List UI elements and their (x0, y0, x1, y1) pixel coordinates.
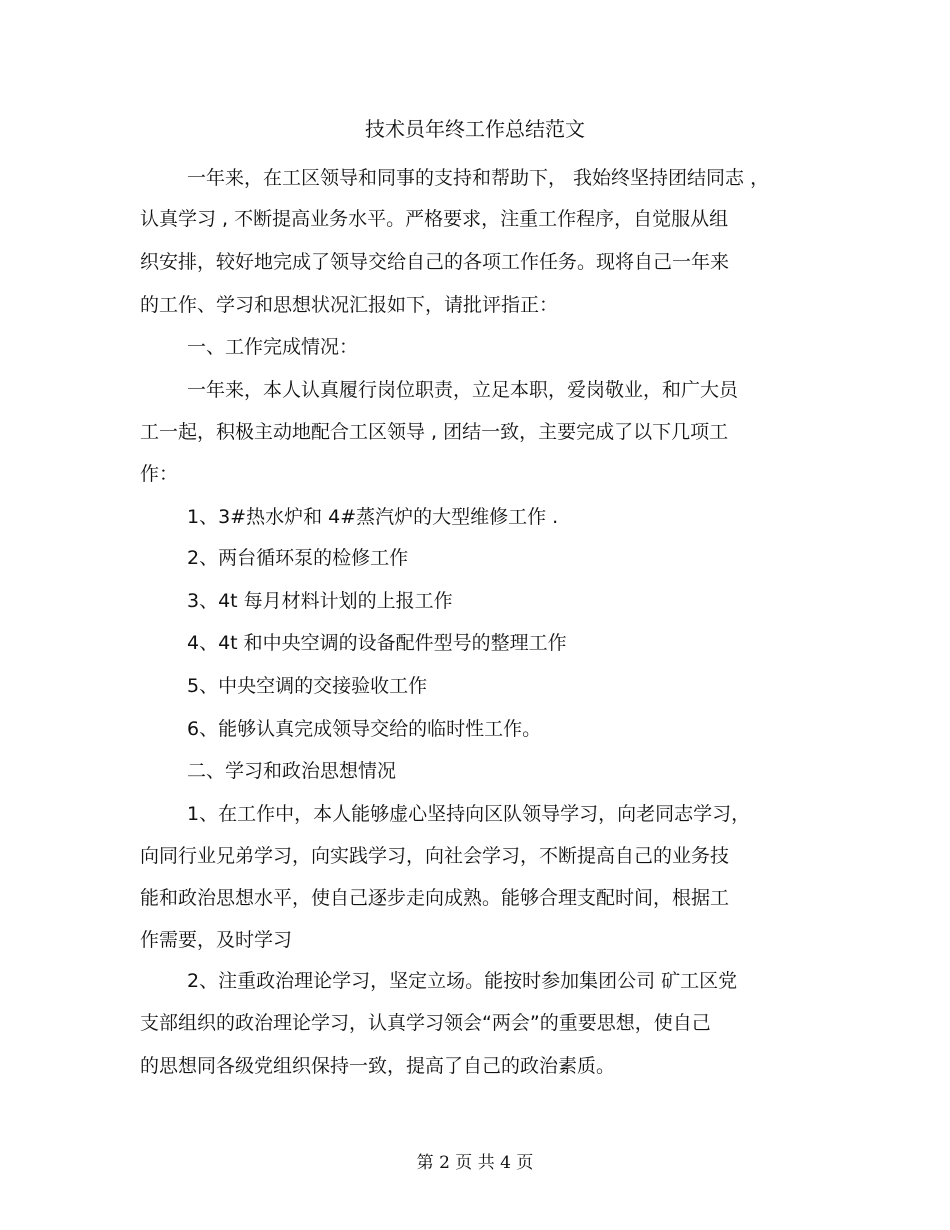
paragraph-line: 能和政治思想水平，使自己逐步走向成熟。能够合理支配时间，根据工 (140, 887, 730, 909)
section-heading: 一、工作完成情况： (187, 336, 359, 358)
paragraph-line: 的思想同各级党组织保持一致，提高了自己的政治素质。 (140, 1055, 616, 1077)
paragraph-line: 1、在工作中，本人能够虚心坚持向区队领导学习，向老同志学习， (187, 803, 751, 825)
paragraph-line: 认真学习 , 不断提高业务水平。严格要求，注重工作程序，自觉服从组 (140, 208, 729, 230)
paragraph-line: 织安排，较好地完成了领导交给自己的各项工作任务。现将自己一年来 (140, 251, 730, 273)
list-item: 5、中央空调的交接验收工作 (187, 675, 428, 697)
paragraph-line: 一年来，在工区领导和同事的支持和帮助下， 我始终坚持团结同志 ， (187, 167, 770, 189)
paragraph-line: 作： (140, 463, 179, 485)
paragraph-line: 支部组织的政治理论学习，认真学习领会“两会”的重要思想，使自己 (140, 1012, 711, 1034)
paragraph-line: 一年来，本人认真履行岗位职责，立足本职，爱岗敬业，和广大员 (187, 379, 739, 401)
paragraph-line: 工一起，积极主动地配合工区领导 , 团结一致，主要完成了以下几项工 (140, 421, 729, 443)
paragraph-line: 的工作、学习和思想状况汇报如下，请批评指正： (140, 294, 559, 316)
paragraph-line: 向同行业兄弟学习，向实践学习，向社会学习，不断提高自己的业务技 (140, 845, 730, 867)
list-item: 4、4t 和中央空调的设备配件型号的整理工作 (187, 632, 567, 654)
paragraph-line: 作需要，及时学习 (140, 929, 293, 951)
list-item: 1、3#热水炉和 4#蒸汽炉的大型维修工作 . (187, 506, 559, 528)
section-heading: 二、学习和政治思想情况 (187, 760, 397, 782)
list-item: 6、能够认真完成领导交给的临时性工作。 (187, 718, 542, 740)
document-title: 技术员年终工作总结范文 (365, 117, 585, 141)
list-item: 3、4t 每月材料计划的上报工作 (187, 590, 453, 612)
page-footer: 第 2 页 共 4 页 (416, 1153, 534, 1173)
paragraph-line: 2、注重政治理论学习，坚定立场。能按时参加集团公司 矿工区党 (187, 970, 738, 992)
list-item: 2、两台循环泵的检修工作 (187, 547, 409, 569)
